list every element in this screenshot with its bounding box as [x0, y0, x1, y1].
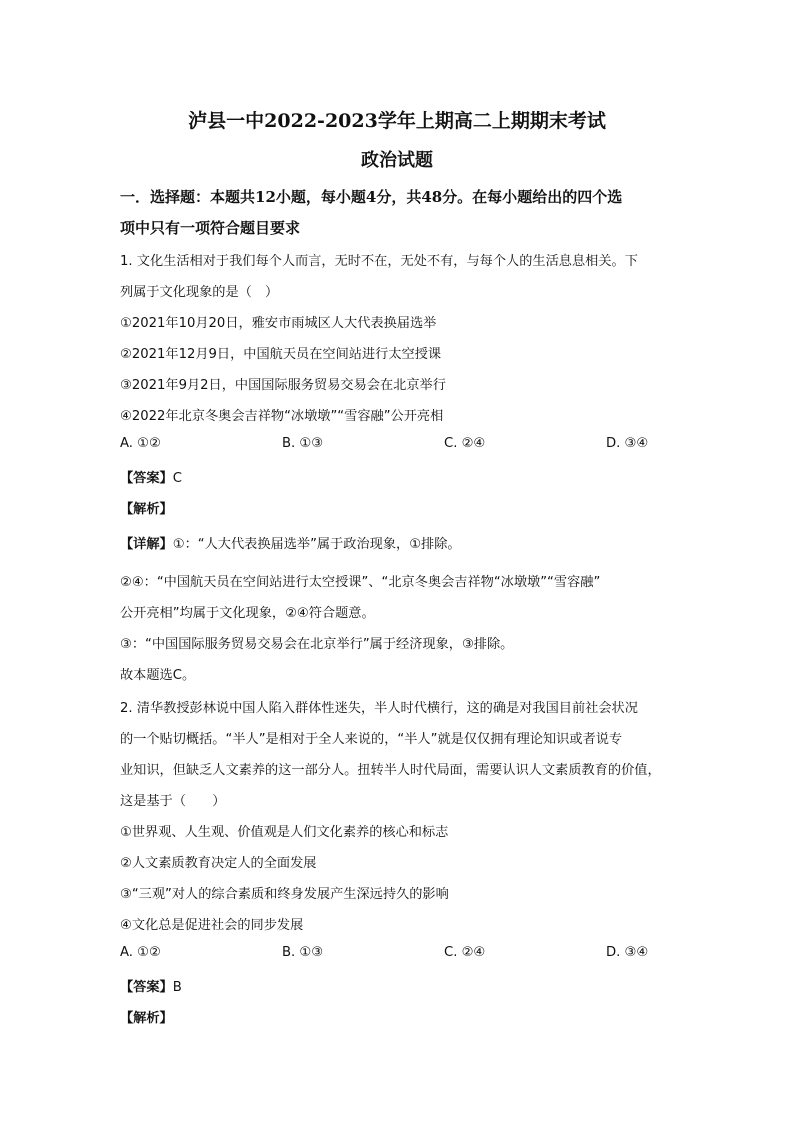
- section-heading-line2: 项中只有一项符合题目要求: [120, 219, 301, 237]
- q1-stem-line2: 列属于文化现象的是（ ）: [120, 285, 279, 300]
- q2-stem-line1: 2. 清华教授彭林说中国人陷入群体性迷失，半人时代横行，这的确是对我国目前社会状况: [120, 701, 638, 716]
- q1-detail-line3: 公开亮相”均属于文化现象，②④符合题意。: [120, 606, 375, 621]
- q1-option-a: A. ①②: [120, 436, 161, 451]
- q2-stem-line4: 这是基于（ ）: [120, 794, 226, 809]
- q1-answer-label: 【答案】: [120, 471, 173, 486]
- q2-item-2: ②人文素质教育决定人的全面发展: [120, 856, 317, 871]
- q1-item-4: ④2022年北京冬奥会吉祥物“冰墩墩”“雪容融”公开亮相: [120, 409, 444, 424]
- q1-detail-line2: ②④：“中国航天员在空间站进行太空授课”、“北京冬奥会吉祥物“冰墩墩”“雪容融”: [120, 575, 601, 590]
- q1-answer-value: C: [172, 471, 182, 486]
- q1-item-2: ②2021年12月9日，中国航天员在空间站进行太空授课: [120, 347, 442, 362]
- q1-conclusion: 故本题选C。: [120, 668, 196, 683]
- exam-title: 泸县一中2022-2023学年上期高二上期期末考试: [188, 110, 606, 132]
- q1-detail-line4: ③：“中国国际服务贸易交易会在北京举行”属于经济现象，③排除。: [120, 637, 514, 652]
- q1-option-d: D. ③④: [606, 436, 649, 451]
- q2-stem-line3: 业知识，但缺乏人文素养的这一部分人。扭转半人时代局面，需要认识人文素质教育的价值，: [120, 763, 661, 778]
- q2-item-1: ①世界观、人生观、价值观是人们文化素养的核心和标志: [120, 825, 449, 840]
- q1-detail-line1: [120, 533, 461, 552]
- section-heading-line1: 一．选择题：本题共12小题，每小题4分，共48分。在每小题给出的四个选: [120, 188, 623, 206]
- q1-item-1: ①2021年10月20日，雅安市雨城区人大代表换届选举: [120, 316, 437, 331]
- q2-item-3: ③“三观”对人的综合素质和终身发展产生深远持久的影响: [120, 887, 449, 902]
- q1-option-b: B. ①③: [282, 436, 324, 451]
- q1-stem-line1: 1. 文化生活相对于我们每个人而言，无时不在，无处不有，与每个人的生活息息相关。下: [120, 254, 638, 269]
- q2-option-a: A. ①②: [120, 945, 161, 960]
- q1-option-c: C. ②④: [444, 436, 486, 451]
- q1-analysis-label: 【解析】: [120, 502, 173, 517]
- q2-option-c: C. ②④: [444, 945, 486, 960]
- q2-item-4: ④文化总是促进社会的同步发展: [120, 918, 304, 933]
- q2-answer-value: B: [172, 980, 182, 995]
- q1-detail-label: 【详解】: [120, 537, 173, 552]
- q2-option-d: D. ③④: [606, 945, 649, 960]
- q1-answer: [120, 467, 182, 486]
- q2-analysis-label: 【解析】: [120, 1011, 173, 1026]
- q1-item-3: ③2021年9月2日，中国国际服务贸易交易会在北京举行: [120, 378, 446, 393]
- q1-detail-text1: ①：“人大代表换届选举”属于政治现象，①排除。: [172, 537, 461, 552]
- q2-answer: [120, 976, 182, 995]
- q2-option-b: B. ①③: [282, 945, 324, 960]
- exam-subtitle: 政治试题: [361, 150, 433, 171]
- q2-answer-label: 【答案】: [120, 980, 173, 995]
- q2-stem-line2: 的一个贴切概括。“半人”是相对于全人来说的，“半人”就是仅仅拥有理论知识或者说专: [120, 732, 623, 747]
